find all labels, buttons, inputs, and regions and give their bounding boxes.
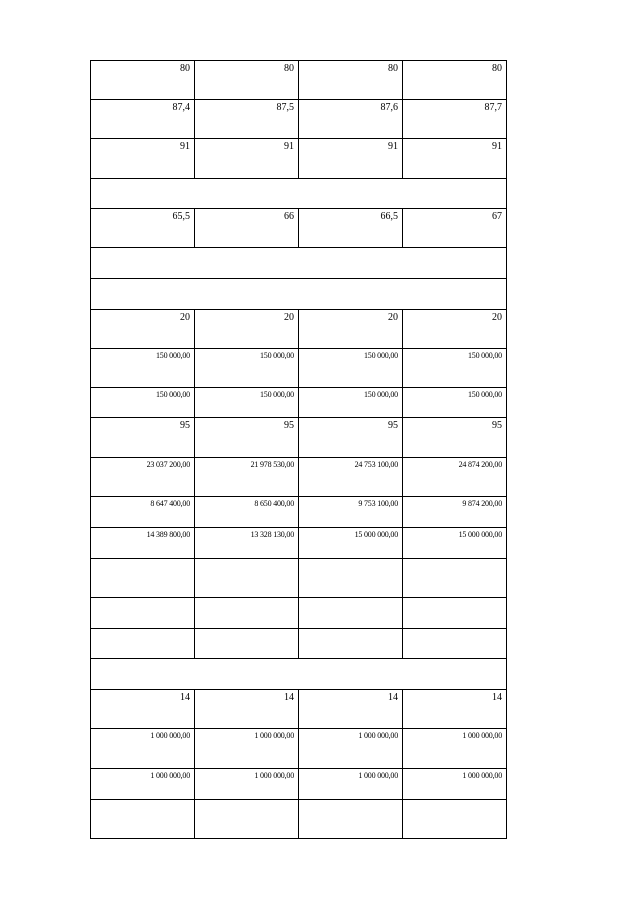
table-cell: 8 650 400,00: [195, 497, 299, 528]
table-cell: 1 000 000,00: [91, 729, 195, 769]
table-row: [91, 61, 507, 100]
table-cell: [195, 559, 299, 598]
merged-cell: [91, 248, 507, 279]
table-cell: 150 000,00: [195, 349, 299, 388]
table-cell: 91: [403, 139, 507, 179]
table-cell: 150 000,00: [299, 349, 403, 388]
table-cell: [91, 598, 195, 629]
table-row: [91, 598, 507, 629]
table-cell: 15 000 000,00: [403, 528, 507, 559]
table-cell: 23 037 200,00: [91, 458, 195, 497]
table-cell: [299, 629, 403, 659]
data-table: [90, 60, 507, 839]
table-cell: 87,7: [403, 100, 507, 139]
table-cell: 1 000 000,00: [299, 769, 403, 800]
table-cell: 66: [195, 209, 299, 248]
table-row: [91, 349, 507, 388]
table-row: [91, 528, 507, 559]
table-cell: 20: [91, 310, 195, 349]
table-cell: 80: [299, 61, 403, 100]
table-cell: 150 000,00: [403, 388, 507, 418]
table-cell: 95: [299, 418, 403, 458]
table-cell: 80: [91, 61, 195, 100]
table-cell: 91: [299, 139, 403, 179]
table-cell: [299, 598, 403, 629]
table-row: [91, 729, 507, 769]
table-row: [91, 659, 507, 690]
table-cell: 95: [195, 418, 299, 458]
table-cell: [91, 629, 195, 659]
table-row: [91, 629, 507, 659]
table-cell: [403, 800, 507, 839]
table-row: [91, 800, 507, 839]
table-cell: 20: [195, 310, 299, 349]
table-cell: [195, 598, 299, 629]
table-row: [91, 690, 507, 729]
table-cell: [91, 559, 195, 598]
table-cell: 87,4: [91, 100, 195, 139]
table-cell: 80: [195, 61, 299, 100]
table-cell: 1 000 000,00: [299, 729, 403, 769]
table-cell: 15 000 000,00: [299, 528, 403, 559]
table-body: [91, 61, 507, 839]
table-row: [91, 248, 507, 279]
table-row: [91, 458, 507, 497]
table-cell: [91, 800, 195, 839]
table-cell: 66,5: [299, 209, 403, 248]
table-cell: 91: [91, 139, 195, 179]
table-cell: 1 000 000,00: [195, 769, 299, 800]
table-cell: 1 000 000,00: [403, 729, 507, 769]
table-cell: [195, 629, 299, 659]
table-cell: [299, 800, 403, 839]
table-cell: 1 000 000,00: [91, 769, 195, 800]
table-cell: 95: [403, 418, 507, 458]
table-cell: 150 000,00: [91, 388, 195, 418]
table-row: [91, 179, 507, 209]
table-row: [91, 388, 507, 418]
table-row: [91, 209, 507, 248]
table-cell: 9 874 200,00: [403, 497, 507, 528]
table-cell: 14: [91, 690, 195, 729]
table-cell: [195, 800, 299, 839]
table-cell: 150 000,00: [403, 349, 507, 388]
table-cell: 87,5: [195, 100, 299, 139]
table-cell: 14: [195, 690, 299, 729]
table-cell: 20: [299, 310, 403, 349]
table-cell: 24 753 100,00: [299, 458, 403, 497]
merged-cell: [91, 179, 507, 209]
table-cell: 9 753 100,00: [299, 497, 403, 528]
table-row: [91, 497, 507, 528]
table-cell: 65,5: [91, 209, 195, 248]
table-cell: 1 000 000,00: [403, 769, 507, 800]
table-cell: 150 000,00: [299, 388, 403, 418]
table-cell: 21 978 530,00: [195, 458, 299, 497]
table-row: [91, 279, 507, 310]
table-cell: 14: [299, 690, 403, 729]
table-cell: [403, 559, 507, 598]
table-row: [91, 100, 507, 139]
table-cell: 8 647 400,00: [91, 497, 195, 528]
table-cell: 87,6: [299, 100, 403, 139]
table-row: [91, 559, 507, 598]
table-cell: 20: [403, 310, 507, 349]
table-cell: [403, 598, 507, 629]
table-cell: [403, 629, 507, 659]
table-row: [91, 418, 507, 458]
table-row: [91, 139, 507, 179]
merged-cell: [91, 279, 507, 310]
table-cell: 1 000 000,00: [195, 729, 299, 769]
table-cell: 14 389 800,00: [91, 528, 195, 559]
merged-cell: [91, 659, 507, 690]
table-cell: 95: [91, 418, 195, 458]
table-cell: [299, 559, 403, 598]
table-cell: 150 000,00: [91, 349, 195, 388]
table-row: [91, 769, 507, 800]
table-cell: 67: [403, 209, 507, 248]
table-row: [91, 310, 507, 349]
table-cell: 13 328 130,00: [195, 528, 299, 559]
table-cell: 80: [403, 61, 507, 100]
table-cell: 24 874 200,00: [403, 458, 507, 497]
table-cell: 150 000,00: [195, 388, 299, 418]
table-cell: 91: [195, 139, 299, 179]
table-cell: 14: [403, 690, 507, 729]
